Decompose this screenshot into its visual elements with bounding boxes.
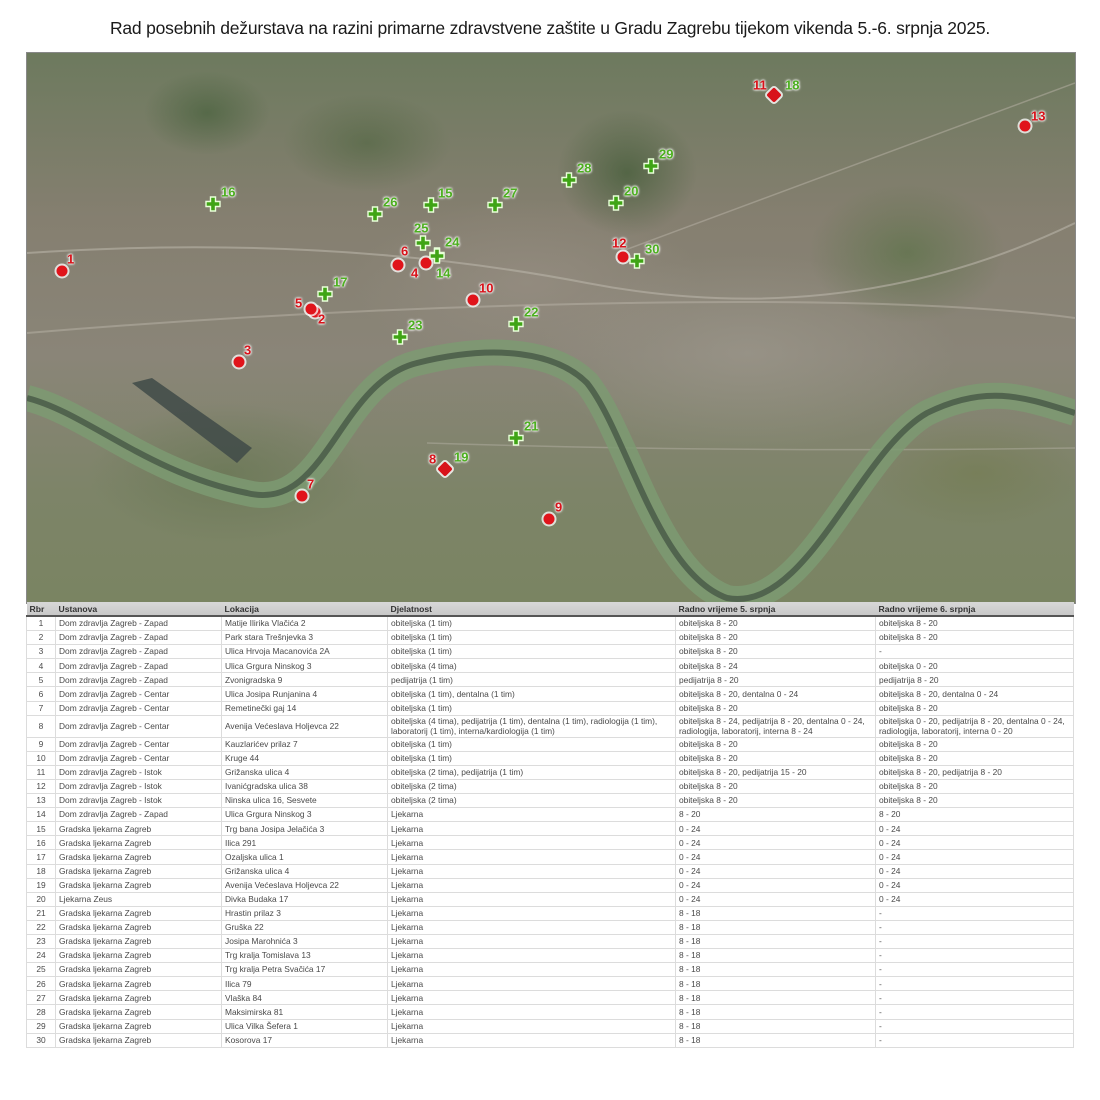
cell-rbr: 20 (27, 892, 56, 906)
cell-rv6: - (876, 906, 1074, 920)
health-center-marker-3[interactable] (234, 357, 245, 368)
health-center-marker-5[interactable] (306, 304, 317, 315)
cell-djelatnost: Ljekarna (388, 892, 676, 906)
cell-djelatnost: Ljekarna (388, 934, 676, 948)
cell-ustanova: Dom zdravlja Zagreb - Centar (56, 751, 222, 765)
health-center-marker-1[interactable] (57, 266, 68, 277)
cell-rv6: - (876, 977, 1074, 991)
cell-lokacija: Ulica Vilka Šefera 1 (222, 1019, 388, 1033)
health-center-marker-7[interactable] (297, 491, 308, 502)
cell-djelatnost: Ljekarna (388, 1019, 676, 1033)
cell-djelatnost: Ljekarna (388, 949, 676, 963)
page-title: Rad posebnih dežurstava na razini primarne zdravstvene zaštite u Gradu Zagrebu tijekom vikenda 5.-6. srpnja 2025. (109, 18, 991, 38)
marker-label-7: 7 (307, 476, 315, 492)
cell-lokacija: Ulica Hrvoja Macanovića 2A (222, 645, 388, 659)
cell-lokacija: Grižanska ulica 4 (222, 765, 388, 779)
cell-djelatnost: Ljekarna (388, 1033, 676, 1047)
cell-ustanova: Gradska ljekarna Zagreb (56, 1005, 222, 1019)
table-row (27, 822, 1074, 836)
pharmacy-cross-icon-24[interactable] (429, 248, 445, 264)
marker-label-18: 18 (785, 77, 800, 93)
marker-label-25: 25 (414, 220, 429, 236)
table-row (27, 631, 1074, 645)
cell-rv5: obiteljska 8 - 20 (676, 645, 876, 659)
col-header-rv6: Radno vrijeme 6. srpnja (876, 602, 1074, 616)
cell-lokacija: Park stara Trešnjevka 3 (222, 631, 388, 645)
marker-label-28: 28 (577, 160, 592, 176)
col-header-rbr: Rbr (27, 602, 56, 616)
table-row (27, 878, 1074, 892)
cell-djelatnost: obiteljska (1 tim), dentalna (1 tim) (388, 687, 676, 701)
cell-djelatnost: obiteljska (2 tima), pedijatrija (1 tim) (388, 765, 676, 779)
cell-lokacija: Ulica Josipa Runjanina 4 (222, 687, 388, 701)
cell-rbr: 18 (27, 864, 56, 878)
cell-rv6: - (876, 963, 1074, 977)
table-row (27, 991, 1074, 1005)
marker-label-12: 12 (612, 235, 627, 251)
cell-djelatnost: obiteljska (1 tim) (388, 751, 676, 765)
pharmacy-cross-icon-26[interactable] (367, 206, 383, 222)
table-row (27, 977, 1074, 991)
cell-rv6: obiteljska 0 - 20 (876, 659, 1074, 673)
cell-ustanova: Gradska ljekarna Zagreb (56, 963, 222, 977)
cell-lokacija: Vlaška 84 (222, 991, 388, 1005)
cell-rv5: 8 - 20 (676, 808, 876, 822)
cell-rv5: obiteljska 8 - 20, pedijatrija 15 - 20 (676, 765, 876, 779)
cell-rbr: 23 (27, 934, 56, 948)
cell-rv6: 0 - 24 (876, 878, 1074, 892)
cell-rv6: obiteljska 8 - 20 (876, 616, 1074, 631)
table-row (27, 779, 1074, 793)
table-row (27, 751, 1074, 765)
table-row (27, 906, 1074, 920)
table-row (27, 864, 1074, 878)
cell-rbr: 9 (27, 737, 56, 751)
cell-rbr: 7 (27, 701, 56, 715)
cell-lokacija: Avenija Većeslava Holjevca 22 (222, 878, 388, 892)
table-row (27, 920, 1074, 934)
marker-label-17: 17 (333, 274, 348, 290)
cell-rv5: 0 - 24 (676, 864, 876, 878)
cell-rv6: pedijatrija 8 - 20 (876, 673, 1074, 687)
cell-djelatnost: Ljekarna (388, 1005, 676, 1019)
cell-ustanova: Dom zdravlja Zagreb - Istok (56, 765, 222, 779)
cell-lokacija: Ninska ulica 16, Sesvete (222, 794, 388, 808)
health-center-marker-6[interactable] (393, 260, 404, 271)
cell-lokacija: Trg bana Josipa Jelačića 3 (222, 822, 388, 836)
cell-rv6: obiteljska 8 - 20 (876, 779, 1074, 793)
cell-rv6: obiteljska 8 - 20 (876, 737, 1074, 751)
pharmacy-cross-icon-21[interactable] (508, 430, 524, 446)
cell-rbr: 4 (27, 659, 56, 673)
pharmacy-cross-icon-17[interactable] (317, 286, 333, 302)
cell-rv6: - (876, 920, 1074, 934)
cell-rv6: - (876, 1033, 1074, 1047)
cell-ustanova: Dom zdravlja Zagreb - Zapad (56, 616, 222, 631)
cell-rv5: obiteljska 8 - 24, pedijatrija 8 - 20, dentalna 0 - 24, radiologija, laboratorij, interna 8 - 24 (676, 715, 876, 737)
marker-label-9: 9 (555, 499, 563, 515)
cell-lokacija: Gruška 22 (222, 920, 388, 934)
cell-djelatnost: Ljekarna (388, 878, 676, 892)
cell-djelatnost: Ljekarna (388, 822, 676, 836)
cell-djelatnost: pedijatrija (1 tim) (388, 673, 676, 687)
cell-djelatnost: Ljekarna (388, 836, 676, 850)
cell-ustanova: Gradska ljekarna Zagreb (56, 1019, 222, 1033)
cell-ustanova: Gradska ljekarna Zagreb (56, 920, 222, 934)
table-row (27, 794, 1074, 808)
table-row (27, 1019, 1074, 1033)
table-row (27, 765, 1074, 779)
cell-rv6: obiteljska 8 - 20 (876, 794, 1074, 808)
marker-label-4: 4 (411, 265, 419, 281)
cell-lokacija: Hrastin prilaz 3 (222, 906, 388, 920)
cell-rv5: 8 - 18 (676, 1019, 876, 1033)
health-center-marker-13[interactable] (1020, 121, 1031, 132)
marker-label-16: 16 (221, 184, 236, 200)
cell-rv5: 8 - 18 (676, 949, 876, 963)
cell-ustanova: Gradska ljekarna Zagreb (56, 850, 222, 864)
cell-lokacija: Trg kralja Tomislava 13 (222, 949, 388, 963)
cell-rv5: 8 - 18 (676, 991, 876, 1005)
cell-ustanova: Gradska ljekarna Zagreb (56, 1033, 222, 1047)
cell-lokacija: Ivanićgradska ulica 38 (222, 779, 388, 793)
pharmacy-cross-icon-28[interactable] (561, 172, 577, 188)
cell-ustanova: Gradska ljekarna Zagreb (56, 906, 222, 920)
cell-ustanova: Gradska ljekarna Zagreb (56, 822, 222, 836)
marker-label-19: 19 (454, 449, 469, 465)
cell-rv5: obiteljska 8 - 20 (676, 631, 876, 645)
cell-rv5: 0 - 24 (676, 850, 876, 864)
pharmacy-cross-icon-27[interactable] (487, 197, 503, 213)
table-row (27, 701, 1074, 715)
cell-ustanova: Gradska ljekarna Zagreb (56, 991, 222, 1005)
cell-djelatnost: obiteljska (2 tima) (388, 794, 676, 808)
cell-rbr: 19 (27, 878, 56, 892)
cell-rv5: obiteljska 8 - 20 (676, 616, 876, 631)
cell-rbr: 26 (27, 977, 56, 991)
cell-rbr: 12 (27, 779, 56, 793)
cell-rbr: 17 (27, 850, 56, 864)
table-row (27, 616, 1074, 631)
table-row (27, 737, 1074, 751)
cell-ustanova: Gradska ljekarna Zagreb (56, 864, 222, 878)
cell-rbr: 30 (27, 1033, 56, 1047)
cell-rv6: - (876, 949, 1074, 963)
pharmacy-cross-icon-25[interactable] (415, 235, 431, 251)
col-header-djelatnost: Djelatnost (388, 602, 676, 616)
cell-djelatnost: Ljekarna (388, 808, 676, 822)
marker-label-10: 10 (479, 280, 494, 296)
marker-label-8: 8 (429, 451, 437, 467)
cell-rbr: 2 (27, 631, 56, 645)
cell-rv5: 0 - 24 (676, 878, 876, 892)
health-center-marker-10[interactable] (468, 295, 479, 306)
cell-rv5: obiteljska 8 - 20 (676, 779, 876, 793)
cell-rv5: obiteljska 8 - 20 (676, 701, 876, 715)
table-row (27, 949, 1074, 963)
cell-ustanova: Dom zdravlja Zagreb - Zapad (56, 645, 222, 659)
cell-rv5: obiteljska 8 - 20, dentalna 0 - 24 (676, 687, 876, 701)
cell-rv5: 8 - 18 (676, 934, 876, 948)
cell-lokacija: Trg kralja Petra Svačića 17 (222, 963, 388, 977)
marker-label-30: 30 (645, 241, 660, 257)
cell-rv5: 8 - 18 (676, 1005, 876, 1019)
cell-lokacija: Ilica 291 (222, 836, 388, 850)
cell-lokacija: Kosorova 17 (222, 1033, 388, 1047)
cell-ustanova: Ljekarna Zeus (56, 892, 222, 906)
marker-label-20: 20 (624, 183, 639, 199)
cell-lokacija: Divka Budaka 17 (222, 892, 388, 906)
cell-ustanova: Dom zdravlja Zagreb - Zapad (56, 659, 222, 673)
cell-rv6: obiteljska 0 - 20, pedijatrija 8 - 20, dentalna 0 - 24, radiologija, laboratorij, interna 0 - 20 (876, 715, 1074, 737)
cell-rbr: 25 (27, 963, 56, 977)
cell-djelatnost: obiteljska (1 tim) (388, 645, 676, 659)
cell-ustanova: Dom zdravlja Zagreb - Zapad (56, 808, 222, 822)
table-row (27, 836, 1074, 850)
cell-rv6: 0 - 24 (876, 864, 1074, 878)
marker-label-21: 21 (524, 418, 539, 434)
cell-rbr: 21 (27, 906, 56, 920)
cell-rbr: 10 (27, 751, 56, 765)
cell-rbr: 5 (27, 673, 56, 687)
cell-rv6: - (876, 645, 1074, 659)
cell-djelatnost: obiteljska (4 tima), pedijatrija (1 tim), dentalna (1 tim), radiologija (1 tim), laboratorij (1 tim), interna/kardiologija (1 tim) (388, 715, 676, 737)
cell-rbr: 15 (27, 822, 56, 836)
cell-rv5: 8 - 18 (676, 920, 876, 934)
cell-rbr: 13 (27, 794, 56, 808)
pharmacy-cross-icon-23[interactable] (392, 329, 408, 345)
cell-rv6: - (876, 1019, 1074, 1033)
table-row (27, 645, 1074, 659)
cell-rv6: 0 - 24 (876, 850, 1074, 864)
cell-ustanova: Dom zdravlja Zagreb - Istok (56, 794, 222, 808)
cell-lokacija: Ulica Grgura Ninskog 3 (222, 659, 388, 673)
cell-rv5: obiteljska 8 - 24 (676, 659, 876, 673)
cell-djelatnost: Ljekarna (388, 977, 676, 991)
cell-ustanova: Gradska ljekarna Zagreb (56, 836, 222, 850)
cell-ustanova: Gradska ljekarna Zagreb (56, 934, 222, 948)
cell-ustanova: Gradska ljekarna Zagreb (56, 977, 222, 991)
cell-rbr: 6 (27, 687, 56, 701)
marker-label-5: 5 (295, 295, 303, 311)
cell-rbr: 27 (27, 991, 56, 1005)
table-row (27, 934, 1074, 948)
col-header-rv5: Radno vrijeme 5. srpnja (676, 602, 876, 616)
cell-djelatnost: obiteljska (1 tim) (388, 737, 676, 751)
cell-rbr: 24 (27, 949, 56, 963)
pharmacy-cross-icon-30[interactable] (629, 253, 645, 269)
marker-label-29: 29 (659, 146, 674, 162)
cell-lokacija: Ozaljska ulica 1 (222, 850, 388, 864)
cell-rbr: 14 (27, 808, 56, 822)
pharmacy-cross-icon-29[interactable] (643, 158, 659, 174)
cell-djelatnost: Ljekarna (388, 906, 676, 920)
cell-lokacija: Kruge 44 (222, 751, 388, 765)
cell-djelatnost: obiteljska (2 tima) (388, 779, 676, 793)
cell-lokacija: Matije Ilirika Vlačića 2 (222, 616, 388, 631)
cell-rbr: 16 (27, 836, 56, 850)
marker-label-14: 14 (436, 265, 451, 281)
cell-rv5: 8 - 18 (676, 963, 876, 977)
cell-lokacija: Maksimirska 81 (222, 1005, 388, 1019)
cell-rv5: obiteljska 8 - 20 (676, 751, 876, 765)
duty-schedule-table (26, 602, 1074, 1048)
pharmacy-cross-icon-22[interactable] (508, 316, 524, 332)
cell-djelatnost: Ljekarna (388, 920, 676, 934)
marker-label-26: 26 (383, 194, 398, 210)
cell-ustanova: Dom zdravlja Zagreb - Zapad (56, 631, 222, 645)
table-row (27, 687, 1074, 701)
cell-djelatnost: Ljekarna (388, 963, 676, 977)
marker-label-2: 2 (318, 311, 326, 327)
cell-ustanova: Dom zdravlja Zagreb - Centar (56, 687, 222, 701)
cell-rbr: 11 (27, 765, 56, 779)
table-row (27, 1005, 1074, 1019)
table-row (27, 1033, 1074, 1047)
cell-rv5: 0 - 24 (676, 822, 876, 836)
cell-ustanova: Gradska ljekarna Zagreb (56, 878, 222, 892)
cell-rv5: 8 - 18 (676, 1033, 876, 1047)
river-sava (27, 353, 1075, 599)
cell-djelatnost: Ljekarna (388, 864, 676, 878)
cell-rv6: obiteljska 8 - 20, pedijatrija 8 - 20 (876, 765, 1074, 779)
cell-ustanova: Gradska ljekarna Zagreb (56, 949, 222, 963)
table-row (27, 892, 1074, 906)
cell-rv6: 8 - 20 (876, 808, 1074, 822)
pharmacy-cross-icon-20[interactable] (608, 195, 624, 211)
marker-label-1: 1 (67, 251, 75, 267)
cell-djelatnost: obiteljska (1 tim) (388, 701, 676, 715)
cell-rv5: 0 - 24 (676, 892, 876, 906)
marker-label-24: 24 (445, 234, 460, 250)
cell-rv5: pedijatrija 8 - 20 (676, 673, 876, 687)
cell-lokacija: Remetinečki gaj 14 (222, 701, 388, 715)
cell-rv6: obiteljska 8 - 20 (876, 631, 1074, 645)
health-center-marker-9[interactable] (544, 514, 555, 525)
cell-lokacija: Kauzlarićev prilaz 7 (222, 737, 388, 751)
cell-rv5: 8 - 18 (676, 906, 876, 920)
cell-rbr: 1 (27, 616, 56, 631)
cell-rbr: 28 (27, 1005, 56, 1019)
table-row (27, 715, 1074, 737)
cell-ustanova: Dom zdravlja Zagreb - Istok (56, 779, 222, 793)
cell-djelatnost: Ljekarna (388, 991, 676, 1005)
cell-rv6: 0 - 24 (876, 822, 1074, 836)
cell-lokacija: Ilica 79 (222, 977, 388, 991)
col-header-ustanova: Ustanova (56, 602, 222, 616)
pharmacy-cross-icon-16[interactable] (205, 196, 221, 212)
marker-label-27: 27 (503, 185, 518, 201)
marker-label-23: 23 (408, 317, 423, 333)
marker-label-6: 6 (401, 243, 409, 259)
table-row (27, 850, 1074, 864)
cell-rv5: 0 - 24 (676, 836, 876, 850)
table-row (27, 673, 1074, 687)
col-header-lokacija: Lokacija (222, 602, 388, 616)
cell-rv6: obiteljska 8 - 20 (876, 701, 1074, 715)
table-row (27, 963, 1074, 977)
cell-djelatnost: Ljekarna (388, 850, 676, 864)
cell-djelatnost: obiteljska (1 tim) (388, 631, 676, 645)
cell-djelatnost: obiteljska (1 tim) (388, 616, 676, 631)
cell-rbr: 22 (27, 920, 56, 934)
cell-rbr: 29 (27, 1019, 56, 1033)
cell-lokacija: Ulica Grgura Ninskog 3 (222, 808, 388, 822)
cell-lokacija: Avenija Većeslava Holjevca 22 (222, 715, 388, 737)
marker-label-15: 15 (438, 185, 453, 201)
cell-rv6: - (876, 934, 1074, 948)
cell-ustanova: Dom zdravlja Zagreb - Zapad (56, 673, 222, 687)
cell-rbr: 8 (27, 715, 56, 737)
table-header-row (27, 602, 1074, 616)
cell-lokacija: Josipa Marohnića 3 (222, 934, 388, 948)
cell-rv6: - (876, 1005, 1074, 1019)
marker-label-11: 11 (753, 77, 767, 93)
cell-rv5: 8 - 18 (676, 977, 876, 991)
cell-ustanova: Dom zdravlja Zagreb - Centar (56, 737, 222, 751)
cell-rv6: 0 - 24 (876, 892, 1074, 906)
cell-rv6: obiteljska 8 - 20, dentalna 0 - 24 (876, 687, 1074, 701)
cell-rv6: - (876, 991, 1074, 1005)
cell-rbr: 3 (27, 645, 56, 659)
cell-ustanova: Dom zdravlja Zagreb - Centar (56, 701, 222, 715)
satellite-map[interactable] (26, 52, 1076, 604)
cell-djelatnost: obiteljska (4 tima) (388, 659, 676, 673)
cell-ustanova: Dom zdravlja Zagreb - Centar (56, 715, 222, 737)
cell-lokacija: Grižanska ulica 4 (222, 864, 388, 878)
cell-rv5: obiteljska 8 - 20 (676, 737, 876, 751)
cell-lokacija: Zvonigradska 9 (222, 673, 388, 687)
marker-label-3: 3 (244, 342, 252, 358)
marker-label-22: 22 (524, 304, 539, 320)
health-center-marker-12[interactable] (618, 252, 629, 263)
cell-rv5: obiteljska 8 - 20 (676, 794, 876, 808)
table-row (27, 659, 1074, 673)
marker-label-13: 13 (1031, 108, 1046, 124)
table-row (27, 808, 1074, 822)
cell-rv6: 0 - 24 (876, 836, 1074, 850)
cell-rv6: obiteljska 8 - 20 (876, 751, 1074, 765)
